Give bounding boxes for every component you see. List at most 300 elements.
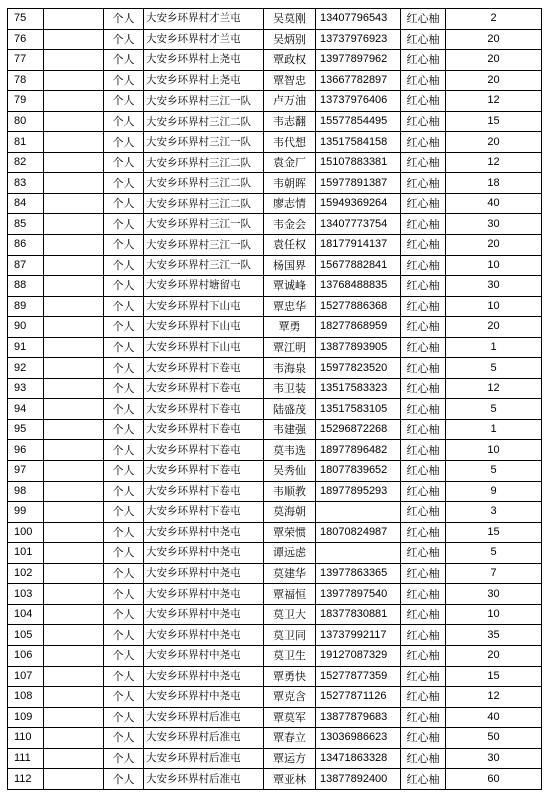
applicant-type: 个人: [104, 419, 144, 440]
household-name: 覃政权: [264, 50, 316, 71]
row-number: 81: [8, 132, 44, 153]
crop-variety: 红心柚: [401, 9, 446, 30]
applicant-type: 个人: [104, 481, 144, 502]
household-name: 覃亚林: [264, 769, 316, 790]
crop-variety: 红心柚: [401, 748, 446, 769]
applicant-type: 个人: [104, 687, 144, 708]
blank-cell: [44, 296, 104, 317]
applicant-type: 个人: [104, 728, 144, 749]
crop-variety: 红心柚: [401, 707, 446, 728]
crop-variety: 红心柚: [401, 461, 446, 482]
table-row: [8, 502, 542, 523]
crop-variety: 红心柚: [401, 563, 446, 584]
row-number: 88: [8, 276, 44, 297]
household-name: 莫卫同: [264, 625, 316, 646]
row-number: 99: [8, 502, 44, 523]
address: 大安乡环界村下卷屯: [144, 358, 264, 379]
crop-variety: 红心柚: [401, 543, 446, 564]
quantity: 2: [446, 9, 542, 30]
phone-number: 18977896482: [316, 440, 401, 461]
household-table: [7, 8, 542, 790]
table-row: [8, 214, 542, 235]
blank-cell: [44, 70, 104, 91]
row-number: 108: [8, 687, 44, 708]
crop-variety: 红心柚: [401, 214, 446, 235]
blank-cell: [44, 173, 104, 194]
blank-cell: [44, 317, 104, 338]
phone-number: [316, 502, 401, 523]
address: 大安乡环界村后准屯: [144, 728, 264, 749]
quantity: 20: [446, 645, 542, 666]
crop-variety: 红心柚: [401, 687, 446, 708]
quantity: 10: [446, 440, 542, 461]
row-number: 93: [8, 378, 44, 399]
quantity: 10: [446, 255, 542, 276]
applicant-type: 个人: [104, 91, 144, 112]
address: 大安乡环界村上尧屯: [144, 50, 264, 71]
blank-cell: [44, 152, 104, 173]
row-number: 111: [8, 748, 44, 769]
household-name: 韦代想: [264, 132, 316, 153]
applicant-type: 个人: [104, 440, 144, 461]
applicant-type: 个人: [104, 543, 144, 564]
quantity: 30: [446, 214, 542, 235]
crop-variety: 红心柚: [401, 584, 446, 605]
crop-variety: 红心柚: [401, 152, 446, 173]
blank-cell: [44, 29, 104, 50]
address: 大安乡环界村下山屯: [144, 317, 264, 338]
blank-cell: [44, 419, 104, 440]
blank-cell: [44, 728, 104, 749]
quantity: 12: [446, 378, 542, 399]
applicant-type: 个人: [104, 214, 144, 235]
blank-cell: [44, 666, 104, 687]
row-number: 106: [8, 645, 44, 666]
phone-number: 18077839652: [316, 461, 401, 482]
row-number: 100: [8, 522, 44, 543]
quantity: 3: [446, 502, 542, 523]
blank-cell: [44, 276, 104, 297]
row-number: 85: [8, 214, 44, 235]
applicant-type: 个人: [104, 522, 144, 543]
table-row: [8, 132, 542, 153]
table-row: [8, 481, 542, 502]
blank-cell: [44, 625, 104, 646]
row-number: 90: [8, 317, 44, 338]
quantity: 10: [446, 296, 542, 317]
address: 大安乡环界村中尧屯: [144, 625, 264, 646]
household-name: 莫海朝: [264, 502, 316, 523]
crop-variety: 红心柚: [401, 481, 446, 502]
blank-cell: [44, 481, 104, 502]
quantity: 30: [446, 584, 542, 605]
quantity: 7: [446, 563, 542, 584]
row-number: 112: [8, 769, 44, 790]
applicant-type: 个人: [104, 111, 144, 132]
phone-number: 13877879683: [316, 707, 401, 728]
household-name: 覃荣惯: [264, 522, 316, 543]
table-row: [8, 604, 542, 625]
address: 大安乡环界村塘留屯: [144, 276, 264, 297]
phone-number: 15949369264: [316, 193, 401, 214]
address: 大安乡环界村中尧屯: [144, 563, 264, 584]
quantity: 35: [446, 625, 542, 646]
address: 大安乡环界村三江一队: [144, 235, 264, 256]
address: 大安乡环界村三江二队: [144, 111, 264, 132]
table-row: [8, 111, 542, 132]
table-row: [8, 419, 542, 440]
phone-number: 13407773754: [316, 214, 401, 235]
household-name: 莫卫生: [264, 645, 316, 666]
crop-variety: 红心柚: [401, 255, 446, 276]
household-name: 覃运方: [264, 748, 316, 769]
address: 大安乡环界村后准屯: [144, 769, 264, 790]
household-name: 覃勇快: [264, 666, 316, 687]
quantity: 20: [446, 132, 542, 153]
table-row: [8, 255, 542, 276]
quantity: 20: [446, 317, 542, 338]
phone-number: 18977895293: [316, 481, 401, 502]
quantity: 12: [446, 91, 542, 112]
row-number: 104: [8, 604, 44, 625]
phone-number: 13877893905: [316, 337, 401, 358]
row-number: 95: [8, 419, 44, 440]
household-name: 覃勇: [264, 317, 316, 338]
household-name: 卢万油: [264, 91, 316, 112]
crop-variety: 红心柚: [401, 378, 446, 399]
applicant-type: 个人: [104, 50, 144, 71]
table-row: [8, 584, 542, 605]
crop-variety: 红心柚: [401, 399, 446, 420]
household-name: 廖志情: [264, 193, 316, 214]
household-name: 韦顺教: [264, 481, 316, 502]
crop-variety: 红心柚: [401, 625, 446, 646]
crop-variety: 红心柚: [401, 132, 446, 153]
blank-cell: [44, 440, 104, 461]
phone-number: 15677882841: [316, 255, 401, 276]
applicant-type: 个人: [104, 769, 144, 790]
row-number: 110: [8, 728, 44, 749]
household-name: 袁任权: [264, 235, 316, 256]
phone-number: 15277871126: [316, 687, 401, 708]
row-number: 105: [8, 625, 44, 646]
blank-cell: [44, 707, 104, 728]
household-name: 覃福恒: [264, 584, 316, 605]
quantity: 5: [446, 399, 542, 420]
crop-variety: 红心柚: [401, 358, 446, 379]
applicant-type: 个人: [104, 645, 144, 666]
household-name: 覃诚峰: [264, 276, 316, 297]
applicant-type: 个人: [104, 255, 144, 276]
table-row: [8, 337, 542, 358]
phone-number: 13977897962: [316, 50, 401, 71]
blank-cell: [44, 235, 104, 256]
table-row: [8, 378, 542, 399]
blank-cell: [44, 50, 104, 71]
crop-variety: 红心柚: [401, 70, 446, 91]
crop-variety: 红心柚: [401, 317, 446, 338]
applicant-type: 个人: [104, 584, 144, 605]
applicant-type: 个人: [104, 399, 144, 420]
address: 大安乡环界村三江二队: [144, 173, 264, 194]
quantity: 50: [446, 728, 542, 749]
blank-cell: [44, 687, 104, 708]
crop-variety: 红心柚: [401, 645, 446, 666]
table-row: [8, 687, 542, 708]
crop-variety: 红心柚: [401, 296, 446, 317]
household-name: 陆盛茂: [264, 399, 316, 420]
crop-variety: 红心柚: [401, 173, 446, 194]
household-name: 韦建强: [264, 419, 316, 440]
applicant-type: 个人: [104, 296, 144, 317]
crop-variety: 红心柚: [401, 522, 446, 543]
blank-cell: [44, 358, 104, 379]
applicant-type: 个人: [104, 132, 144, 153]
table-row: [8, 769, 542, 790]
applicant-type: 个人: [104, 9, 144, 30]
quantity: 30: [446, 748, 542, 769]
row-number: 82: [8, 152, 44, 173]
applicant-type: 个人: [104, 748, 144, 769]
address: 大安乡环界村才兰屯: [144, 29, 264, 50]
row-number: 84: [8, 193, 44, 214]
crop-variety: 红心柚: [401, 235, 446, 256]
table-row: [8, 50, 542, 71]
row-number: 89: [8, 296, 44, 317]
applicant-type: 个人: [104, 337, 144, 358]
household-name: 莫韦选: [264, 440, 316, 461]
crop-variety: 红心柚: [401, 769, 446, 790]
crop-variety: 红心柚: [401, 50, 446, 71]
phone-number: 15296872268: [316, 419, 401, 440]
applicant-type: 个人: [104, 502, 144, 523]
blank-cell: [44, 255, 104, 276]
quantity: 60: [446, 769, 542, 790]
address: 大安乡环界村下卷屯: [144, 419, 264, 440]
table-row: [8, 9, 542, 30]
applicant-type: 个人: [104, 70, 144, 91]
blank-cell: [44, 91, 104, 112]
quantity: 12: [446, 687, 542, 708]
address: 大安乡环界村中尧屯: [144, 645, 264, 666]
address: 大安乡环界村中尧屯: [144, 543, 264, 564]
phone-number: 13877892400: [316, 769, 401, 790]
applicant-type: 个人: [104, 625, 144, 646]
household-name: 莫建华: [264, 563, 316, 584]
phone-number: 13977897540: [316, 584, 401, 605]
phone-number: 13517584158: [316, 132, 401, 153]
phone-number: 13737992117: [316, 625, 401, 646]
crop-variety: 红心柚: [401, 29, 446, 50]
household-name: 谭远虑: [264, 543, 316, 564]
phone-number: 15277886368: [316, 296, 401, 317]
blank-cell: [44, 9, 104, 30]
household-name: 杨国界: [264, 255, 316, 276]
crop-variety: 红心柚: [401, 604, 446, 625]
applicant-type: 个人: [104, 461, 144, 482]
phone-number: 18177914137: [316, 235, 401, 256]
quantity: 18: [446, 173, 542, 194]
blank-cell: [44, 584, 104, 605]
household-name: 吴莫刚: [264, 9, 316, 30]
address: 大安乡环界村三江一队: [144, 255, 264, 276]
applicant-type: 个人: [104, 666, 144, 687]
table-row: [8, 173, 542, 194]
table-row: [8, 728, 542, 749]
household-name: 袁金厂: [264, 152, 316, 173]
address: 大安乡环界村三江二队: [144, 193, 264, 214]
phone-number: 15977823520: [316, 358, 401, 379]
blank-cell: [44, 193, 104, 214]
address: 大安乡环界村三江一队: [144, 91, 264, 112]
row-number: 75: [8, 9, 44, 30]
household-name: 韦卫装: [264, 378, 316, 399]
household-name: 覃江明: [264, 337, 316, 358]
crop-variety: 红心柚: [401, 728, 446, 749]
row-number: 102: [8, 563, 44, 584]
blank-cell: [44, 399, 104, 420]
crop-variety: 红心柚: [401, 276, 446, 297]
crop-variety: 红心柚: [401, 419, 446, 440]
blank-cell: [44, 543, 104, 564]
row-number: 103: [8, 584, 44, 605]
blank-cell: [44, 378, 104, 399]
blank-cell: [44, 214, 104, 235]
phone-number: 13737976406: [316, 91, 401, 112]
row-number: 77: [8, 50, 44, 71]
row-number: 92: [8, 358, 44, 379]
blank-cell: [44, 502, 104, 523]
table-row: [8, 29, 542, 50]
address: 大安乡环界村中尧屯: [144, 687, 264, 708]
table-row: [8, 645, 542, 666]
row-number: 109: [8, 707, 44, 728]
table-row: [8, 707, 542, 728]
address: 大安乡环界村下山屯: [144, 337, 264, 358]
row-number: 97: [8, 461, 44, 482]
address: 大安乡环界村下卷屯: [144, 481, 264, 502]
quantity: 9: [446, 481, 542, 502]
address: 大安乡环界村三江二队: [144, 152, 264, 173]
crop-variety: 红心柚: [401, 502, 446, 523]
phone-number: 13667782897: [316, 70, 401, 91]
phone-number: 15277877359: [316, 666, 401, 687]
phone-number: 13471863328: [316, 748, 401, 769]
quantity: 20: [446, 50, 542, 71]
table-row: [8, 152, 542, 173]
blank-cell: [44, 461, 104, 482]
household-name: 吴秀仙: [264, 461, 316, 482]
quantity: 20: [446, 70, 542, 91]
applicant-type: 个人: [104, 358, 144, 379]
row-number: 94: [8, 399, 44, 420]
table-row: [8, 235, 542, 256]
household-name: 覃克含: [264, 687, 316, 708]
applicant-type: 个人: [104, 378, 144, 399]
address: 大安乡环界村中尧屯: [144, 584, 264, 605]
quantity: 5: [446, 461, 542, 482]
blank-cell: [44, 563, 104, 584]
table-row: [8, 358, 542, 379]
applicant-type: 个人: [104, 193, 144, 214]
table-row: [8, 70, 542, 91]
household-name: 韦海泉: [264, 358, 316, 379]
phone-number: 13977863365: [316, 563, 401, 584]
blank-cell: [44, 111, 104, 132]
address: 大安乡环界村才兰屯: [144, 9, 264, 30]
phone-number: 15107883381: [316, 152, 401, 173]
row-number: 107: [8, 666, 44, 687]
table-row: [8, 276, 542, 297]
quantity: 5: [446, 358, 542, 379]
row-number: 78: [8, 70, 44, 91]
phone-number: 18070824987: [316, 522, 401, 543]
phone-number: 18377830881: [316, 604, 401, 625]
address: 大安乡环界村中尧屯: [144, 666, 264, 687]
quantity: 5: [446, 543, 542, 564]
table-row: [8, 666, 542, 687]
phone-number: 13517583323: [316, 378, 401, 399]
table-row: [8, 91, 542, 112]
row-number: 86: [8, 235, 44, 256]
quantity: 40: [446, 193, 542, 214]
table-row: [8, 748, 542, 769]
blank-cell: [44, 748, 104, 769]
table-row: [8, 399, 542, 420]
address: 大安乡环界村后准屯: [144, 748, 264, 769]
address: 大安乡环界村下卷屯: [144, 440, 264, 461]
crop-variety: 红心柚: [401, 193, 446, 214]
phone-number: 13737976923: [316, 29, 401, 50]
applicant-type: 个人: [104, 276, 144, 297]
blank-cell: [44, 337, 104, 358]
table-row: [8, 543, 542, 564]
crop-variety: 红心柚: [401, 337, 446, 358]
phone-number: 13036986623: [316, 728, 401, 749]
crop-variety: 红心柚: [401, 91, 446, 112]
address: 大安乡环界村下卷屯: [144, 461, 264, 482]
row-number: 98: [8, 481, 44, 502]
household-name: 覃忠华: [264, 296, 316, 317]
quantity: 40: [446, 707, 542, 728]
row-number: 83: [8, 173, 44, 194]
quantity: 30: [446, 276, 542, 297]
household-name: 莫卫大: [264, 604, 316, 625]
address: 大安乡环界村上尧屯: [144, 70, 264, 91]
applicant-type: 个人: [104, 235, 144, 256]
household-name: 韦朝晖: [264, 173, 316, 194]
address: 大安乡环界村下卷屯: [144, 399, 264, 420]
table-row: [8, 461, 542, 482]
applicant-type: 个人: [104, 152, 144, 173]
household-name: 吴炳别: [264, 29, 316, 50]
address: 大安乡环界村三江一队: [144, 214, 264, 235]
table-row: [8, 296, 542, 317]
address: 大安乡环界村下卷屯: [144, 378, 264, 399]
phone-number: 19127087329: [316, 645, 401, 666]
address: 大安乡环界村中尧屯: [144, 522, 264, 543]
table-row: [8, 522, 542, 543]
quantity: 12: [446, 152, 542, 173]
household-name: 覃智忠: [264, 70, 316, 91]
row-number: 79: [8, 91, 44, 112]
household-name: 韦金会: [264, 214, 316, 235]
quantity: 15: [446, 522, 542, 543]
row-number: 87: [8, 255, 44, 276]
table-row: [8, 317, 542, 338]
table-row: [8, 563, 542, 584]
phone-number: 13407796543: [316, 9, 401, 30]
